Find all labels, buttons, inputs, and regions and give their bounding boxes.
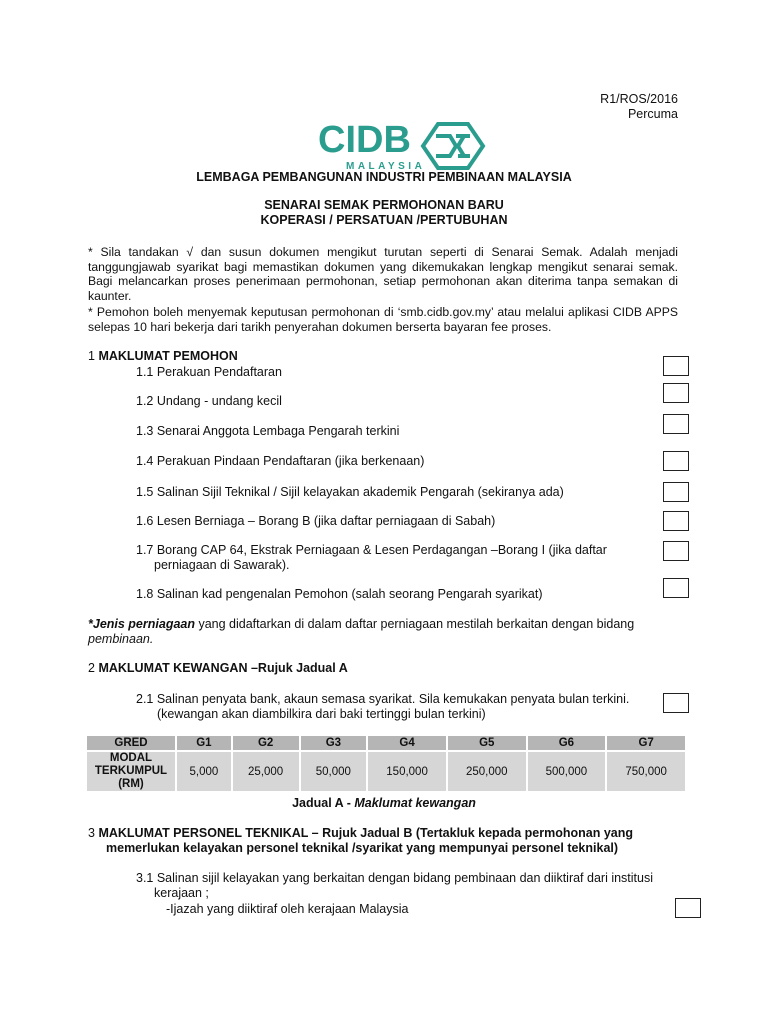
checklist-item-3-1-cont: kerajaan ; xyxy=(154,886,209,900)
checklist-item-1-7-cont: perniagaan di Sawarak). xyxy=(154,558,290,572)
capital-value: 750,000 xyxy=(607,752,685,791)
row-label-line: MODAL xyxy=(109,752,153,764)
cidb-logo xyxy=(318,118,498,176)
section1-heading xyxy=(88,349,238,363)
section3-title: MAKLUMAT PERSONEL TEKNIKAL – xyxy=(98,826,319,840)
capital-value: 500,000 xyxy=(528,752,606,791)
grade-table-header-row xyxy=(87,736,685,750)
checkbox-1-6[interactable] xyxy=(663,511,689,531)
checkbox-1-1b[interactable] xyxy=(663,383,689,403)
checklist-item-1-4: 1.4 Perakuan Pindaan Pendaftaran (jika berkenaan) xyxy=(136,454,425,468)
section3-heading xyxy=(88,826,688,856)
checklist-item-1-6: 1.6 Lesen Berniaga – Borang B (jika daftar perniagaan di Sabah) xyxy=(136,514,496,528)
section3-title-rest: Rujuk Jadual B (Tertakluk kepada permohonan yang xyxy=(318,826,634,840)
capital-value: 25,000 xyxy=(233,752,299,791)
title-line1: SENARAI SEMAK PERMOHONAN BARU xyxy=(264,198,504,212)
grade-header: GRED xyxy=(87,736,175,750)
title-line2: KOPERASI / PERSATUAN /PERTUBUHAN xyxy=(260,213,508,227)
instruction-paragraph-1: * Sila tandakan √ dan susun dokumen mengikut turutan seperti di Senarai Semak. Adalah menjadi tanggungjawab syarikat bagi memastikan dokumen yang dikemukakan lengkap mengikut senarai semak. Bagi melancarkan proses penerimaan permohonan, setiap permohonan akan diterima tanpa semakan di kaunter. xyxy=(88,245,678,303)
checkbox-1-4[interactable] xyxy=(663,451,689,471)
document-reference xyxy=(600,92,678,122)
checkbox-1-1[interactable] xyxy=(663,356,689,376)
capital-value: 5,000 xyxy=(177,752,231,791)
section1-number: 1 xyxy=(88,349,95,363)
grade-header: G5 xyxy=(448,736,526,750)
grade-table-wrapper xyxy=(85,734,687,793)
row-label-line: (RM) xyxy=(118,778,144,790)
capital-value: 50,000 xyxy=(301,752,367,791)
section3-number: 3 xyxy=(88,826,95,840)
grade-header: G4 xyxy=(368,736,446,750)
checklist-item-1-8: 1.8 Salinan kad pengenalan Pemohon (salah seorang Pengarah syarikat) xyxy=(136,587,543,601)
grade-header: G1 xyxy=(177,736,231,750)
table-caption xyxy=(0,796,768,810)
caption-italic: Maklumat kewangan xyxy=(354,796,476,810)
section2-title: MAKLUMAT KEWANGAN – xyxy=(98,661,258,675)
capital-row-label xyxy=(87,752,175,791)
note-bold: *Jenis perniagaan xyxy=(88,617,195,631)
grade-header: G7 xyxy=(607,736,685,750)
checklist-item-1-5: 1.5 Salinan Sijil Teknikal / Sijil kelayakan akademik Pengarah (sekiranya ada) xyxy=(136,485,564,499)
checklist-item-1-1: 1.1 Perakuan Pendaftaran xyxy=(136,365,282,379)
logo-text: CIDB xyxy=(318,119,411,161)
section1-title: MAKLUMAT PEMOHON xyxy=(98,349,238,363)
section2-number: 2 xyxy=(88,661,95,675)
cidb-logo-mark xyxy=(318,118,498,176)
instruction-paragraph-2: * Pemohon boleh menyemak keputusan permohonan di ‘smb.cidb.gov.my’ atau melalui aplikasi CIDB APPS selepas 10 hari bekerja dari tarikh penyerahan dokumen berserta bayaran fee proses. xyxy=(88,305,678,334)
logo-emblem-icon xyxy=(423,124,483,168)
checkbox-1-8[interactable] xyxy=(663,578,689,598)
note-line2: pembinaan. xyxy=(88,632,154,646)
grade-header: G3 xyxy=(301,736,367,750)
checklist-item-3-1: 3.1 Salinan sijil kelayakan yang berkaitan dengan bidang pembinaan dan diiktiraf dari institusi xyxy=(136,871,653,885)
note-rest: yang didaftarkan di dalam daftar perniagaan mestilah berkaitan dengan bidang xyxy=(195,617,635,631)
checkbox-3-1[interactable] xyxy=(675,898,701,918)
section3-title-line2: memerlukan kelayakan personel teknikal /syarikat yang mempunyai personel teknikal) xyxy=(106,841,619,855)
checklist-item-1-7: 1.7 Borang CAP 64, Ekstrak Perniagaan & Lesen Perdagangan –Borang I (jika daftar xyxy=(136,543,607,557)
grade-header: G6 xyxy=(528,736,606,750)
section2-title-ref: Rujuk Jadual A xyxy=(257,661,348,675)
checkbox-1-3[interactable] xyxy=(663,414,689,434)
row-label-line: TERKUMPUL xyxy=(94,765,168,777)
ref-code: R1/ROS/2016 xyxy=(600,92,678,106)
checkbox-2-1[interactable] xyxy=(663,693,689,713)
checkbox-1-5[interactable] xyxy=(663,482,689,502)
org-name: LEMBAGA PEMBANGUNAN INDUSTRI PEMBINAAN MALAYSIA xyxy=(196,170,572,184)
section2-heading xyxy=(88,661,348,675)
checklist-item-2-1-cont: (kewangan akan diambilkira dari baki tertinggi bulan terkini) xyxy=(157,707,486,721)
checklist-item-1-2: 1.2 Undang - undang kecil xyxy=(136,394,282,408)
grade-header: G2 xyxy=(233,736,299,750)
checklist-item-3-1-sub: -Ijazah yang diiktiraf oleh kerajaan Malaysia xyxy=(166,902,409,916)
checklist-item-2-1: 2.1 Salinan penyata bank, akaun semasa syarikat. Sila kemukakan penyata bulan terkini. xyxy=(136,692,630,706)
grade-table-row xyxy=(87,752,685,791)
grade-capital-table xyxy=(85,734,687,793)
capital-value: 150,000 xyxy=(368,752,446,791)
business-type-note xyxy=(88,617,634,647)
logo-subtext: MALAYSIA xyxy=(346,161,426,172)
price-note: Percuma xyxy=(627,107,678,121)
capital-value: 250,000 xyxy=(448,752,526,791)
checkbox-1-7[interactable] xyxy=(663,541,689,561)
caption-prefix: Jadual A - xyxy=(292,796,355,810)
checklist-item-1-3: 1.3 Senarai Anggota Lembaga Pengarah terkini xyxy=(136,424,400,438)
